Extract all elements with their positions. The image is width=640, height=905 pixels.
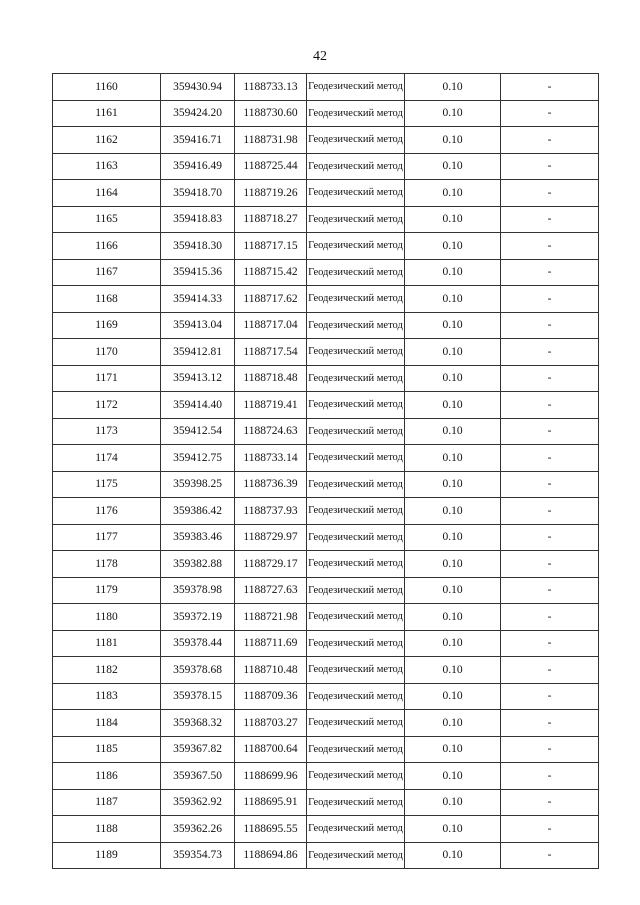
point-number-cell: 1170	[53, 339, 161, 366]
table-row	[53, 816, 599, 843]
x-coordinate-cell: 359367.82	[161, 736, 235, 763]
note-cell: -	[501, 445, 599, 472]
note-cell: -	[501, 180, 599, 207]
note-cell: -	[501, 339, 599, 366]
method-cell: Геодезический метод	[307, 286, 405, 313]
y-coordinate-cell: 1188725.44	[235, 153, 307, 180]
method-cell: Геодезический метод	[307, 604, 405, 631]
y-coordinate-cell: 1188711.69	[235, 630, 307, 657]
method-cell: Геодезический метод	[307, 312, 405, 339]
y-coordinate-cell: 1188721.98	[235, 604, 307, 631]
accuracy-cell: 0.10	[405, 630, 501, 657]
table-row	[53, 683, 599, 710]
point-number-cell: 1161	[53, 100, 161, 127]
x-coordinate-cell: 359378.44	[161, 630, 235, 657]
table-row	[53, 127, 599, 154]
x-coordinate-cell: 359378.68	[161, 657, 235, 684]
point-number-cell: 1166	[53, 233, 161, 260]
x-coordinate-cell: 359412.54	[161, 418, 235, 445]
y-coordinate-cell: 1188717.15	[235, 233, 307, 260]
note-cell: -	[501, 842, 599, 869]
table-row	[53, 259, 599, 286]
table-row	[53, 763, 599, 790]
accuracy-cell: 0.10	[405, 445, 501, 472]
point-number-cell: 1189	[53, 842, 161, 869]
method-cell: Геодезический метод	[307, 498, 405, 525]
note-cell: -	[501, 524, 599, 551]
accuracy-cell: 0.10	[405, 259, 501, 286]
table-row	[53, 789, 599, 816]
note-cell: -	[501, 551, 599, 578]
point-number-cell: 1160	[53, 74, 161, 101]
note-cell: -	[501, 286, 599, 313]
accuracy-cell: 0.10	[405, 127, 501, 154]
x-coordinate-cell: 359383.46	[161, 524, 235, 551]
note-cell: -	[501, 604, 599, 631]
accuracy-cell: 0.10	[405, 392, 501, 419]
y-coordinate-cell: 1188719.41	[235, 392, 307, 419]
point-number-cell: 1187	[53, 789, 161, 816]
table-row	[53, 233, 599, 260]
accuracy-cell: 0.10	[405, 180, 501, 207]
table-row	[53, 604, 599, 631]
accuracy-cell: 0.10	[405, 657, 501, 684]
method-cell: Геодезический метод	[307, 233, 405, 260]
x-coordinate-cell: 359362.26	[161, 816, 235, 843]
method-cell: Геодезический метод	[307, 259, 405, 286]
y-coordinate-cell: 1188736.39	[235, 471, 307, 498]
x-coordinate-cell: 359382.88	[161, 551, 235, 578]
method-cell: Геодезический метод	[307, 551, 405, 578]
x-coordinate-cell: 359430.94	[161, 74, 235, 101]
accuracy-cell: 0.10	[405, 233, 501, 260]
note-cell: -	[501, 100, 599, 127]
y-coordinate-cell: 1188717.04	[235, 312, 307, 339]
table-row	[53, 445, 599, 472]
table-row	[53, 100, 599, 127]
table-row	[53, 392, 599, 419]
note-cell: -	[501, 471, 599, 498]
note-cell: -	[501, 763, 599, 790]
point-number-cell: 1173	[53, 418, 161, 445]
table-row	[53, 524, 599, 551]
y-coordinate-cell: 1188730.60	[235, 100, 307, 127]
accuracy-cell: 0.10	[405, 842, 501, 869]
table-row	[53, 471, 599, 498]
accuracy-cell: 0.10	[405, 74, 501, 101]
x-coordinate-cell: 359372.19	[161, 604, 235, 631]
note-cell: -	[501, 312, 599, 339]
y-coordinate-cell: 1188733.13	[235, 74, 307, 101]
accuracy-cell: 0.10	[405, 763, 501, 790]
accuracy-cell: 0.10	[405, 498, 501, 525]
point-number-cell: 1177	[53, 524, 161, 551]
method-cell: Геодезический метод	[307, 471, 405, 498]
table-row	[53, 286, 599, 313]
note-cell: -	[501, 127, 599, 154]
accuracy-cell: 0.10	[405, 418, 501, 445]
x-coordinate-cell: 359416.71	[161, 127, 235, 154]
x-coordinate-cell: 359414.33	[161, 286, 235, 313]
note-cell: -	[501, 392, 599, 419]
x-coordinate-cell: 359398.25	[161, 471, 235, 498]
table-row	[53, 736, 599, 763]
y-coordinate-cell: 1188717.54	[235, 339, 307, 366]
method-cell: Геодезический метод	[307, 418, 405, 445]
accuracy-cell: 0.10	[405, 471, 501, 498]
method-cell: Геодезический метод	[307, 630, 405, 657]
accuracy-cell: 0.10	[405, 206, 501, 233]
table-row	[53, 551, 599, 578]
method-cell: Геодезический метод	[307, 180, 405, 207]
y-coordinate-cell: 1188733.14	[235, 445, 307, 472]
accuracy-cell: 0.10	[405, 710, 501, 737]
x-coordinate-cell: 359354.73	[161, 842, 235, 869]
point-number-cell: 1185	[53, 736, 161, 763]
method-cell: Геодезический метод	[307, 153, 405, 180]
point-number-cell: 1179	[53, 577, 161, 604]
x-coordinate-cell: 359378.98	[161, 577, 235, 604]
note-cell: -	[501, 74, 599, 101]
method-cell: Геодезический метод	[307, 127, 405, 154]
method-cell: Геодезический метод	[307, 392, 405, 419]
x-coordinate-cell: 359367.50	[161, 763, 235, 790]
note-cell: -	[501, 259, 599, 286]
note-cell: -	[501, 498, 599, 525]
note-cell: -	[501, 418, 599, 445]
method-cell: Геодезический метод	[307, 74, 405, 101]
note-cell: -	[501, 153, 599, 180]
point-number-cell: 1184	[53, 710, 161, 737]
point-number-cell: 1178	[53, 551, 161, 578]
note-cell: -	[501, 233, 599, 260]
x-coordinate-cell: 359418.70	[161, 180, 235, 207]
method-cell: Геодезический метод	[307, 763, 405, 790]
coordinates-table-body	[53, 74, 599, 869]
x-coordinate-cell: 359386.42	[161, 498, 235, 525]
table-row	[53, 630, 599, 657]
y-coordinate-cell: 1188695.91	[235, 789, 307, 816]
note-cell: -	[501, 577, 599, 604]
y-coordinate-cell: 1188703.27	[235, 710, 307, 737]
point-number-cell: 1176	[53, 498, 161, 525]
method-cell: Геодезический метод	[307, 842, 405, 869]
method-cell: Геодезический метод	[307, 657, 405, 684]
note-cell: -	[501, 710, 599, 737]
method-cell: Геодезический метод	[307, 445, 405, 472]
x-coordinate-cell: 359368.32	[161, 710, 235, 737]
x-coordinate-cell: 359412.75	[161, 445, 235, 472]
accuracy-cell: 0.10	[405, 100, 501, 127]
method-cell: Геодезический метод	[307, 577, 405, 604]
y-coordinate-cell: 1188718.27	[235, 206, 307, 233]
method-cell: Геодезический метод	[307, 206, 405, 233]
point-number-cell: 1168	[53, 286, 161, 313]
y-coordinate-cell: 1188737.93	[235, 498, 307, 525]
table-row	[53, 180, 599, 207]
x-coordinate-cell: 359412.81	[161, 339, 235, 366]
y-coordinate-cell: 1188694.86	[235, 842, 307, 869]
note-cell: -	[501, 789, 599, 816]
accuracy-cell: 0.10	[405, 577, 501, 604]
point-number-cell: 1183	[53, 683, 161, 710]
note-cell: -	[501, 683, 599, 710]
accuracy-cell: 0.10	[405, 524, 501, 551]
x-coordinate-cell: 359413.04	[161, 312, 235, 339]
table-row	[53, 418, 599, 445]
table-row	[53, 657, 599, 684]
table-row	[53, 206, 599, 233]
accuracy-cell: 0.10	[405, 339, 501, 366]
note-cell: -	[501, 365, 599, 392]
method-cell: Геодезический метод	[307, 365, 405, 392]
x-coordinate-cell: 359362.92	[161, 789, 235, 816]
point-number-cell: 1162	[53, 127, 161, 154]
method-cell: Геодезический метод	[307, 339, 405, 366]
table-row	[53, 153, 599, 180]
x-coordinate-cell: 359414.40	[161, 392, 235, 419]
y-coordinate-cell: 1188719.26	[235, 180, 307, 207]
accuracy-cell: 0.10	[405, 683, 501, 710]
y-coordinate-cell: 1188709.36	[235, 683, 307, 710]
point-number-cell: 1180	[53, 604, 161, 631]
y-coordinate-cell: 1188695.55	[235, 816, 307, 843]
point-number-cell: 1181	[53, 630, 161, 657]
method-cell: Геодезический метод	[307, 736, 405, 763]
note-cell: -	[501, 657, 599, 684]
y-coordinate-cell: 1188731.98	[235, 127, 307, 154]
y-coordinate-cell: 1188710.48	[235, 657, 307, 684]
y-coordinate-cell: 1188715.42	[235, 259, 307, 286]
y-coordinate-cell: 1188729.97	[235, 524, 307, 551]
point-number-cell: 1165	[53, 206, 161, 233]
table-row	[53, 842, 599, 869]
method-cell: Геодезический метод	[307, 789, 405, 816]
y-coordinate-cell: 1188724.63	[235, 418, 307, 445]
accuracy-cell: 0.10	[405, 153, 501, 180]
note-cell: -	[501, 816, 599, 843]
accuracy-cell: 0.10	[405, 551, 501, 578]
method-cell: Геодезический метод	[307, 524, 405, 551]
point-number-cell: 1163	[53, 153, 161, 180]
note-cell: -	[501, 206, 599, 233]
y-coordinate-cell: 1188700.64	[235, 736, 307, 763]
y-coordinate-cell: 1188718.48	[235, 365, 307, 392]
table-row	[53, 577, 599, 604]
y-coordinate-cell: 1188717.62	[235, 286, 307, 313]
method-cell: Геодезический метод	[307, 683, 405, 710]
x-coordinate-cell: 359418.30	[161, 233, 235, 260]
x-coordinate-cell: 359413.12	[161, 365, 235, 392]
accuracy-cell: 0.10	[405, 312, 501, 339]
table-row	[53, 498, 599, 525]
accuracy-cell: 0.10	[405, 365, 501, 392]
y-coordinate-cell: 1188699.96	[235, 763, 307, 790]
page-number: 42	[313, 49, 327, 64]
point-number-cell: 1175	[53, 471, 161, 498]
accuracy-cell: 0.10	[405, 789, 501, 816]
x-coordinate-cell: 359415.36	[161, 259, 235, 286]
point-number-cell: 1186	[53, 763, 161, 790]
x-coordinate-cell: 359424.20	[161, 100, 235, 127]
y-coordinate-cell: 1188729.17	[235, 551, 307, 578]
accuracy-cell: 0.10	[405, 604, 501, 631]
table-row	[53, 710, 599, 737]
point-number-cell: 1188	[53, 816, 161, 843]
point-number-cell: 1167	[53, 259, 161, 286]
point-number-cell: 1169	[53, 312, 161, 339]
y-coordinate-cell: 1188727.63	[235, 577, 307, 604]
x-coordinate-cell: 359418.83	[161, 206, 235, 233]
accuracy-cell: 0.10	[405, 816, 501, 843]
note-cell: -	[501, 630, 599, 657]
point-number-cell: 1164	[53, 180, 161, 207]
x-coordinate-cell: 359378.15	[161, 683, 235, 710]
table-row	[53, 74, 599, 101]
x-coordinate-cell: 359416.49	[161, 153, 235, 180]
point-number-cell: 1174	[53, 445, 161, 472]
point-number-cell: 1182	[53, 657, 161, 684]
table-row	[53, 312, 599, 339]
table-row	[53, 339, 599, 366]
method-cell: Геодезический метод	[307, 710, 405, 737]
point-number-cell: 1172	[53, 392, 161, 419]
method-cell: Геодезический метод	[307, 100, 405, 127]
table-row	[53, 365, 599, 392]
accuracy-cell: 0.10	[405, 286, 501, 313]
accuracy-cell: 0.10	[405, 736, 501, 763]
point-number-cell: 1171	[53, 365, 161, 392]
method-cell: Геодезический метод	[307, 816, 405, 843]
note-cell: -	[501, 736, 599, 763]
coordinates-table	[52, 73, 599, 869]
